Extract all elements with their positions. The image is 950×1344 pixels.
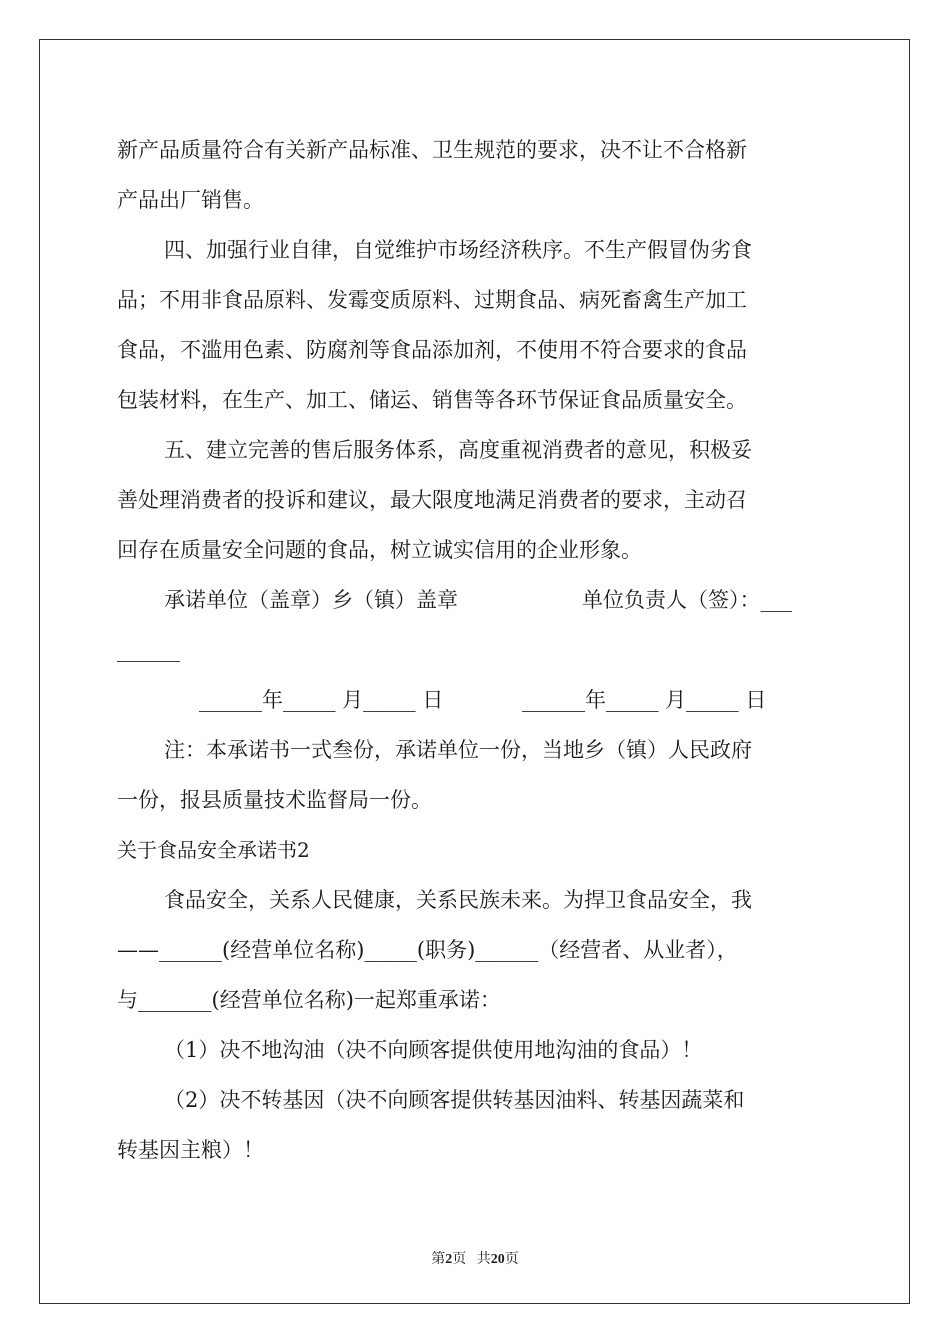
section-title: 关于食品安全承诺书2 [117, 838, 310, 862]
signature-date-leader: ______年_____ 月_____ 日 [522, 688, 767, 712]
section-line: 转基因主粮）！ [117, 1138, 264, 1162]
section-line: （2）决不转基因（决不向顾客提供转基因油料、转基因蔬菜和 [164, 1088, 745, 1112]
footer-total-suffix: 页 [504, 1252, 519, 1267]
footer-page-number: 2 [445, 1252, 453, 1267]
section-line: 食品安全，关系人民健康，关系民族未来。为捍卫食品安全，我 [164, 888, 752, 912]
footer-total-prefix: 共 [476, 1252, 491, 1267]
footer-page-prefix: 第 [431, 1252, 446, 1267]
footer-page-suffix: 页 [452, 1252, 467, 1267]
page-border [39, 39, 910, 1304]
body-line: 食品，不滥用色素、防腐剂等食品添加剂，不使用不符合要求的食品 [117, 338, 747, 362]
page-footer [0, 1248, 950, 1268]
body-line: 回存在质量安全问题的食品，树立诚实信用的企业形象。 [117, 538, 642, 562]
body-line: 品；不用非食品原料、发霉变质原料、过期食品、病死畜禽生产加工 [117, 288, 747, 312]
section-line: （1）决不地沟油（决不向顾客提供使用地沟油的食品）！ [164, 1038, 703, 1062]
section-line: ——______(经营单位名称)_____(职务)______（经营者、从业者）， [117, 938, 738, 962]
body-line: 五、建立完善的售后服务体系，高度重视消费者的意见，积极妥 [164, 438, 752, 462]
signature-unit: 承诺单位（盖章）乡（镇）盖章 [164, 588, 458, 612]
body-line: 产品出厂销售。 [117, 188, 264, 212]
signature-leader: 单位负责人（签）：___ [582, 588, 792, 612]
footer-total-number: 20 [490, 1252, 505, 1267]
note-line: 注：本承诺书一式叁份，承诺单位一份，当地乡（镇）人民政府 [164, 738, 752, 762]
body-line: 四、加强行业自律，自觉维护市场经济秩序。不生产假冒伪劣食 [164, 238, 752, 262]
signature-leader-continuation: ______ [117, 638, 180, 662]
signature-date-unit: ______年_____ 月_____ 日 [199, 688, 444, 712]
body-line: 包装材料，在生产、加工、储运、销售等各环节保证食品质量安全。 [117, 388, 747, 412]
body-line: 新产品质量符合有关新产品标准、卫生规范的要求，决不让不合格新 [117, 138, 747, 162]
note-line: 一份，报县质量技术监督局一份。 [117, 788, 432, 812]
body-line: 善处理消费者的投诉和建议，最大限度地满足消费者的要求，主动召 [117, 488, 747, 512]
section-line: 与_______(经营单位名称)一起郑重承诺： [117, 988, 501, 1012]
